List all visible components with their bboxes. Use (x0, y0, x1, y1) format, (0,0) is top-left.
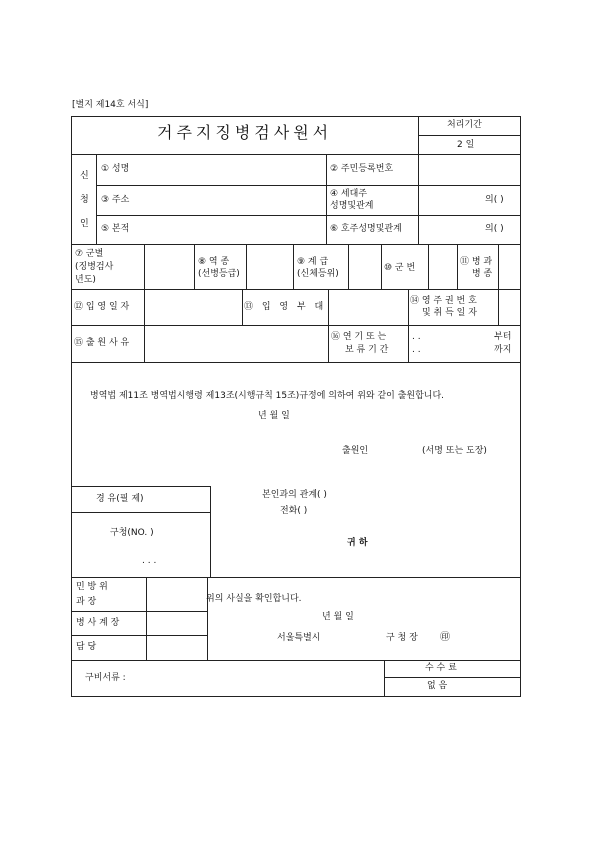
householder-label: ④ 세대주 (330, 189, 368, 199)
permit-label-2: 및 취 득 일 자 (422, 308, 477, 318)
id-number-label: ② 주민등록번호 (330, 164, 394, 174)
permit-label-1: ⑭ 영 주 권 번 호 (410, 296, 477, 306)
grade-label-1: ⑨ 계 급 (297, 257, 329, 267)
processing-label: 처리기간 (447, 120, 482, 130)
period-label-2: 보 류 기 간 (345, 345, 389, 355)
fee-value: 없 음 (427, 681, 448, 691)
branch-label-2: 병 종 (472, 269, 493, 279)
reason-label: ⑮ 출 원 사 유 (74, 338, 130, 348)
declaration-date: 년 월 일 (258, 411, 290, 421)
applicant-sign-label: 출원인 (342, 446, 369, 456)
relation-label: 본인과의 관계( ) (262, 490, 327, 500)
processing-value: 2 일 (457, 140, 475, 150)
name-label: ① 성명 (101, 164, 130, 174)
service-label-2: (선병등급) (198, 269, 240, 279)
signature-note: (서명 또는 도장) (422, 446, 487, 456)
period-to-mark: . . (412, 345, 421, 355)
domicile-head-value: 의( ) (485, 224, 504, 234)
branch-label-1: ⑪ 병 과 (460, 257, 493, 267)
applicant-side-1: 신 (80, 171, 89, 181)
staff-label: 담 당 (76, 642, 97, 652)
period-label-1: ⑯ 연 기 또 는 (331, 332, 387, 342)
via-office: 구청(NO. ) (110, 528, 154, 538)
form-title: 거주지징병검사원서 (157, 123, 333, 142)
phone-label: 전화( ) (280, 506, 308, 516)
documents-label: 구비서류 : (85, 673, 126, 683)
applicant-side-2: 청 (80, 195, 89, 205)
period-to-label: 까지 (494, 345, 512, 355)
householder-relation-value: 의( ) (485, 195, 504, 205)
domicile-head-label: ⑥ 호주성명및관계 (330, 224, 402, 234)
military-label-1: ⑦ 군별 (75, 249, 104, 259)
seal-mark: ㊞ (440, 632, 450, 643)
grade-label-2: (신체등위) (297, 269, 339, 279)
householder-relation-label: 성명및관계 (330, 201, 374, 211)
period-from-label: 부터 (494, 332, 512, 342)
address-label: ③ 주소 (101, 195, 130, 205)
declaration-text: 병역법 제11조 병역법시행령 제13조(시행규칙 15조)규정에 의하여 위와 같이 출원합니다. (90, 391, 445, 401)
form-reference: [별지 제14호 서식] (72, 100, 149, 110)
confirm-date: 년 월 일 (322, 612, 354, 622)
entry-unit-label: ⑬ 입 영 부 대 (244, 302, 327, 312)
fee-label: 수 수 료 (425, 663, 457, 673)
period-from-mark: . . (412, 332, 421, 342)
military-label-2: (징병검사 (75, 262, 114, 272)
civil-defense-label-2: 과 장 (76, 597, 97, 607)
military-label-3: 년도) (75, 275, 96, 285)
city-label: 서울특별시 (277, 633, 321, 643)
service-number-label: ⑩ 군 번 (384, 263, 416, 273)
service-label-1: ⑧ 역 종 (198, 257, 230, 267)
domicile-label: ⑤ 본적 (101, 224, 130, 234)
applicant-side-3: 인 (80, 219, 89, 229)
entry-date-label: ⑫ 입 영 일 자 (74, 302, 130, 312)
civil-defense-label-1: 민 방 위 (76, 582, 108, 592)
recipient-label: 귀 하 (347, 538, 368, 548)
manager-label: 병 사 계 장 (76, 618, 120, 628)
via-heading: 경 유(필 제) (96, 494, 144, 504)
confirm-text: 위의 사실을 확인합니다. (206, 594, 302, 604)
via-dots: . . . (142, 556, 157, 566)
district-head-label: 구 청 장 (386, 633, 418, 643)
